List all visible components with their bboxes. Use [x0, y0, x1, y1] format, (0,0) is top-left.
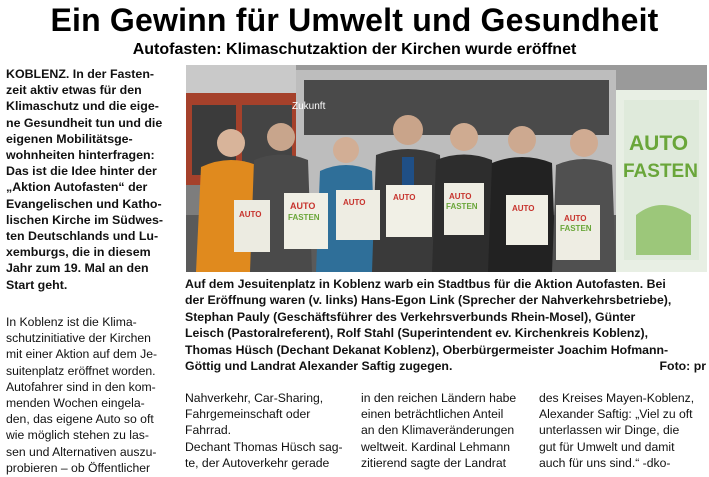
svg-text:AUTO: AUTO — [449, 192, 472, 201]
body-column-3: in den reichen Ländern habe einen beträchtlichen Anteil an den Klimaveränderungen weltweit. Kardinal Lehmann zitierend sagte der Landrat — [361, 391, 517, 470]
svg-text:AUTO: AUTO — [512, 204, 535, 213]
banner-fasten-text: FASTEN — [623, 161, 698, 182]
body-column-1: In Koblenz ist die Klima- schutzinitiative der Kirchen mit einer Aktion auf dem Je- suitenplatz eröffnet worden. Autofahrer sind in den kom- menden Wochen eingela- den, das eigene Auto so oft wie möglich stehen zu las- sen und Alternativen auszu- probieren – ob Öffentlicher — [6, 315, 158, 475]
tote-bag-6 — [506, 195, 548, 245]
body-column-4: des Kreises Mayen-Koblenz, Alexander Saftig: „Viel zu oft unterlassen wir Dinge, die gut für Umwelt und damit auch für uns sind.“ -dko- — [539, 391, 695, 470]
subheadline: Autofasten: Klimaschutzaktion der Kirchen wurde eröffnet — [132, 41, 577, 58]
tote-bag-5 — [444, 183, 484, 235]
banner-auto-text: AUTO — [629, 132, 689, 155]
lead-paragraph: KOBLENZ. In der Fasten- zeit aktiv etwas für den Klimaschutz und die eige- ne Gesundheit tun und die eigenen Mobilitätsge- wohnheiten hinterfragen: Das ist die Idee hinter der „Aktion Autofasten“ der Evangelischen und Katho- lischen Kirche im Südwes- ten Deutschlands und Lu- xemburgs, die in diesem Jahr zum 19. Mal an den Start geht. — [6, 67, 163, 292]
photo-caption: Auf dem Jesuitenplatz in Koblenz warb ein Stadtbus für die Aktion Autofasten. Bei der Eröffnung waren (v. links) Hans-Egon Link (Sprecher der Nahverkehrsbetriebe), Stephan Pauly (Geschäftsführer des Verkehrsverbunds Rhein-Mosel), Günter Leisch (Pastoralreferent), Rolf Stahl (Superintendent ev. Kirchenkreis Koblenz), Thomas Hüsch (Dechant Dekanat Koblenz), Oberbürgermeister Joachim Hofmann- Göttig und Landrat Alexander Saftig zugegen. Foto: pr — [185, 277, 706, 374]
svg-text:AUTO: AUTO — [343, 198, 366, 207]
svg-text:FASTEN: FASTEN — [288, 213, 320, 222]
tote-bag-3 — [336, 190, 380, 240]
body-column-2: Nahverkehr, Car-Sharing, Fahrgemeinschaft oder Fahrrad. Dechant Thomas Hüsch sag- te, der Autoverkehr gerade — [185, 391, 343, 470]
svg-text:AUTO: AUTO — [564, 214, 587, 223]
headline: Ein Gewinn für Umwelt und Gesundheit — [50, 2, 659, 38]
svg-text:FASTEN: FASTEN — [446, 202, 478, 211]
bus-sign-text: Zukunft — [292, 101, 326, 112]
svg-text:AUTO: AUTO — [239, 210, 262, 219]
svg-text:AUTO: AUTO — [393, 193, 416, 202]
tote-bag-2 — [284, 193, 328, 249]
photo-credit: Foto: pr — [659, 359, 706, 374]
tote-bag-1 — [234, 200, 270, 252]
tote-bag-7 — [556, 205, 600, 260]
tote-bag-4 — [386, 185, 432, 237]
svg-text:FASTEN: FASTEN — [560, 224, 592, 233]
article-photo — [186, 65, 707, 272]
svg-text:AUTO: AUTO — [290, 201, 316, 211]
